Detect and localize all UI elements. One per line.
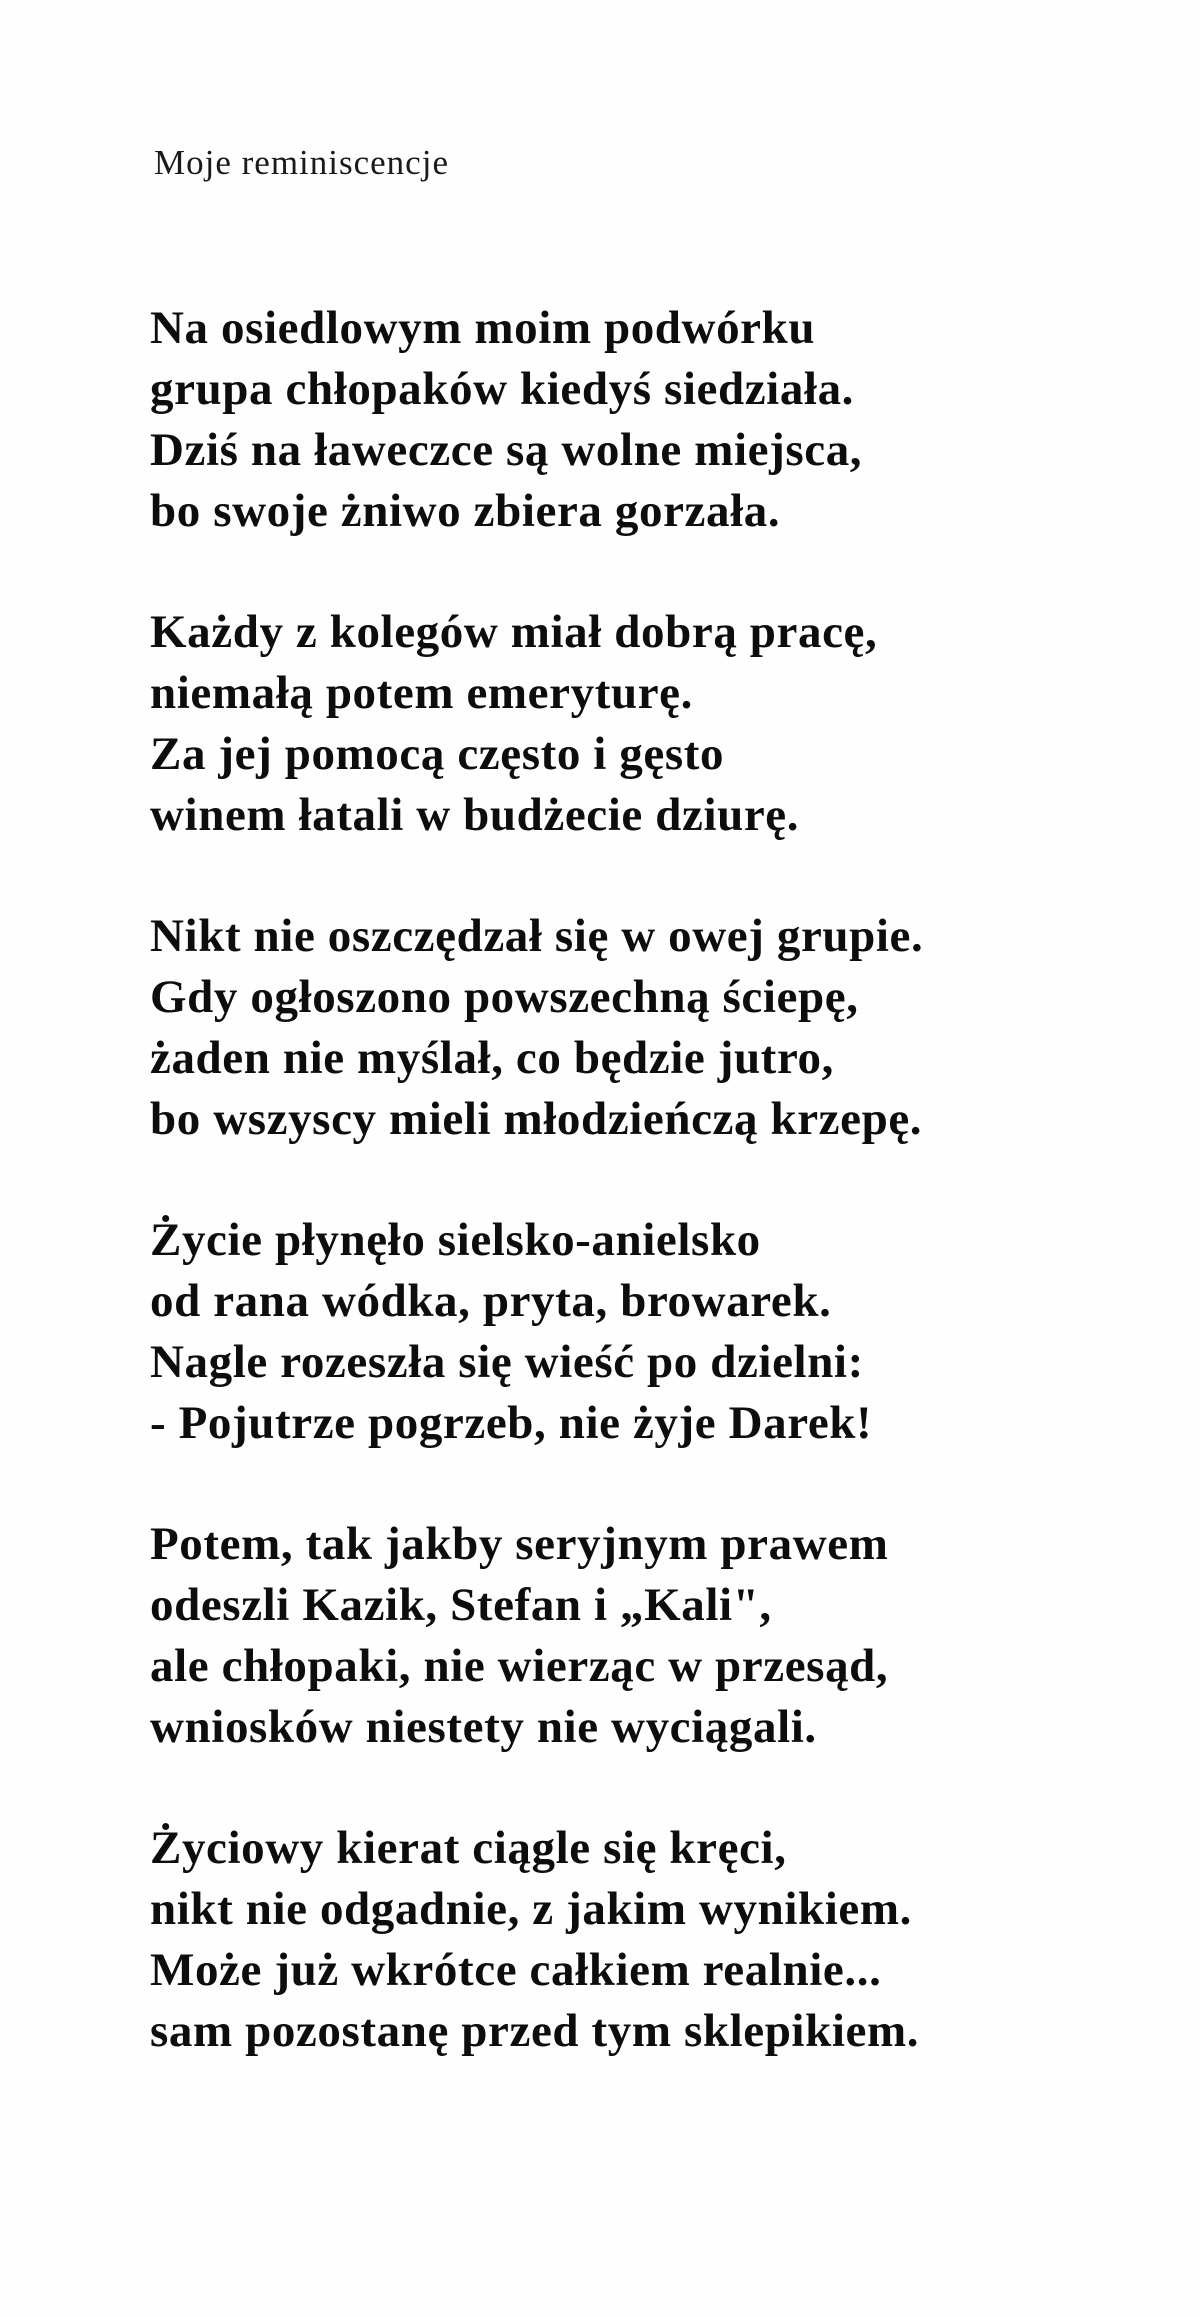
poem-line: żaden nie myślał, co będzie jutro, xyxy=(150,1032,834,1084)
stanza-6 xyxy=(150,1818,1160,2062)
poem-line: sam pozostanę przed tym sklepikiem. xyxy=(150,2005,920,2057)
stanza-4 xyxy=(150,1210,1160,1454)
poem-line: - Pojutrze pogrzeb, nie żyje Darek! xyxy=(150,1397,873,1449)
poem-line: Dziś na ławeczce są wolne miejsca, xyxy=(150,424,863,476)
poem-line: Na osiedlowym moim podwórku xyxy=(150,302,816,354)
poem-line: Gdy ogłoszono powszechną ściepę, xyxy=(150,971,859,1023)
poem-body xyxy=(150,298,1160,2122)
poem-line: wniosków niestety nie wyciągali. xyxy=(150,1701,817,1753)
poem-line: winem łatali w budżecie dziurę. xyxy=(150,789,800,841)
poem-line: Za jej pomocą często i gęsto xyxy=(150,728,725,780)
poem-line: grupa chłopaków kiedyś siedziała. xyxy=(150,363,855,415)
poem-line: Nagle rozeszła się wieść po dzielni: xyxy=(150,1336,864,1388)
poem-line: odeszli Kazik, Stefan i „Kali", xyxy=(150,1579,772,1631)
poem-line: od rana wódka, pryta, browarek. xyxy=(150,1275,832,1327)
poem-line: bo swoje żniwo zbiera gorzała. xyxy=(150,485,781,537)
stanza-1 xyxy=(150,298,1160,542)
poem-line: ale chłopaki, nie wierząc w przesąd, xyxy=(150,1640,889,1692)
poem-line: Życiowy kierat ciągle się kręci, xyxy=(150,1822,787,1874)
poem-line: Może już wkrótce całkiem realnie... xyxy=(150,1944,882,1996)
poem-line: nikt nie odgadnie, z jakim wynikiem. xyxy=(150,1883,912,1935)
poem-line: Każdy z kolegów miał dobrą pracę, xyxy=(150,606,878,658)
poem-line: bo wszyscy mieli młodzieńczą krzepę. xyxy=(150,1093,923,1145)
poem-title: Moje reminiscencje xyxy=(154,143,449,182)
poem-line: Nikt nie oszczędzał się w owej grupie. xyxy=(150,910,924,962)
poem-line: Potem, tak jakby seryjnym prawem xyxy=(150,1518,889,1570)
stanza-5 xyxy=(150,1514,1160,1758)
poem-line: niemałą potem emeryturę. xyxy=(150,667,693,719)
stanza-3 xyxy=(150,906,1160,1150)
stanza-2 xyxy=(150,602,1160,846)
poem-line: Życie płynęło sielsko-anielsko xyxy=(150,1214,761,1266)
